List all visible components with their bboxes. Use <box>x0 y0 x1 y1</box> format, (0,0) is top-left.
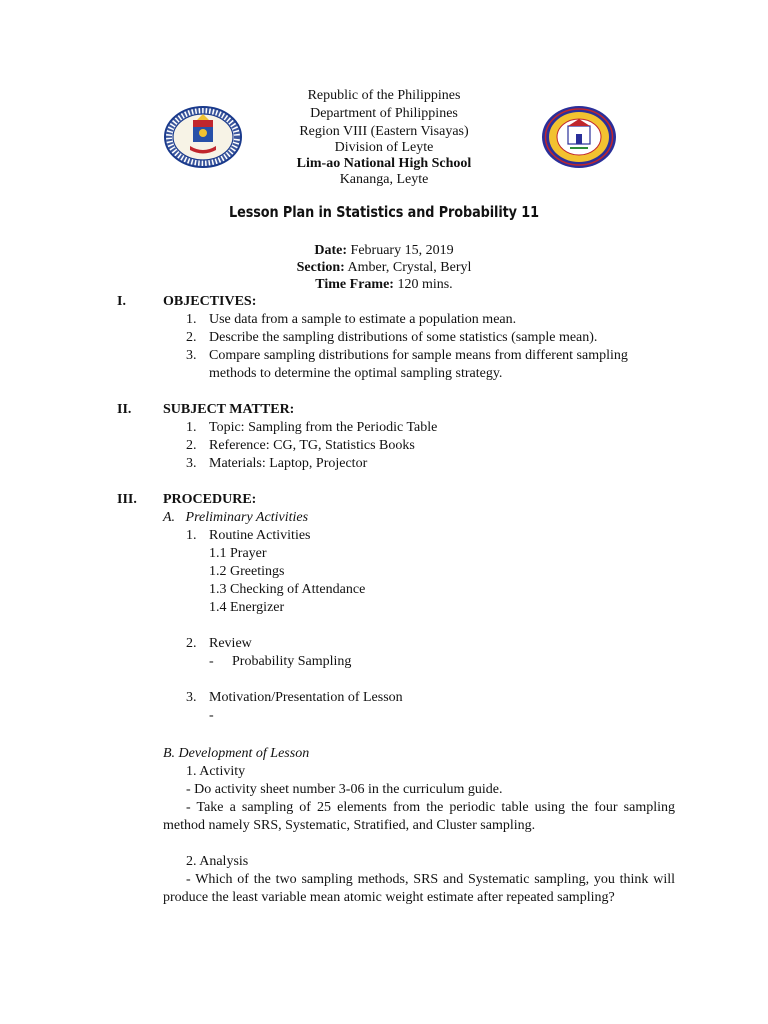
objective-num: 2. <box>186 330 197 345</box>
routine-sub-item: 1.1 Prayer <box>209 546 267 561</box>
review-dash: - <box>209 654 214 669</box>
subject-num: 3. <box>186 456 197 471</box>
review-num: 2. <box>186 636 197 651</box>
date-line <box>0 242 768 259</box>
routine-sub-item: 1.4 Energizer <box>209 600 285 615</box>
objectives-numeral: I. <box>117 294 126 309</box>
subject-item: Materials: Laptop, Projector <box>209 456 368 471</box>
subject-num: 1. <box>186 420 197 435</box>
objectives-heading: OBJECTIVES: <box>163 294 257 309</box>
activity-line: - Do activity sheet number 3-06 in the curriculum guide. <box>186 782 503 797</box>
objective-item: Describe the sampling distributions of some statistics (sample mean). <box>209 330 598 345</box>
subject-item: Topic: Sampling from the Periodic Table <box>209 420 438 435</box>
subject-heading: SUBJECT MATTER: <box>163 402 295 417</box>
objective-num: 1. <box>186 312 197 327</box>
header-school: Lim-ao National High School <box>296 156 472 171</box>
development-heading: B. Development of Lesson <box>163 746 310 761</box>
analysis-paragraph: - Which of the two sampling methods, SRS and Systematic sampling, you think will produce the least variable mean atomic weight estimate after repeated sampling? <box>163 872 675 905</box>
date-label: Date: <box>314 243 348 258</box>
objective-item: Compare sampling distributions for sample means from different sampling <box>209 348 628 363</box>
routine-sub-item: 1.3 Checking of Attendance <box>209 582 366 597</box>
procedure-heading: PROCEDURE: <box>163 492 257 507</box>
routine-num: 1. <box>186 528 197 543</box>
routine-sub-item: 1.2 Greetings <box>209 564 285 579</box>
activity-heading: 1. Activity <box>186 764 246 779</box>
objective-num: 3. <box>186 348 197 363</box>
header-department: Department of Philippines <box>310 106 458 121</box>
header-division: Division of Leyte <box>334 140 434 155</box>
review-heading: Review <box>209 636 252 651</box>
section-value: Amber, Crystal, Beryl <box>344 260 472 275</box>
timeframe-value: 120 mins. <box>393 277 453 292</box>
preliminary-heading: A. Preliminary Activities <box>163 510 309 525</box>
header-location: Kananga, Leyte <box>339 172 429 187</box>
objective-item: Use data from a sample to estimate a population mean. <box>209 312 517 327</box>
header-region: Region VIII (Eastern Visayas) <box>299 124 469 139</box>
analysis-heading: 2. Analysis <box>186 854 249 869</box>
timeframe-label: Time Frame: <box>315 277 394 292</box>
activity-paragraph: - Take a sampling of 25 elements from the periodic table using the four sampling method namely SRS, Systematic, Stratified, and Cluster sampling. <box>163 800 675 833</box>
section-label: Section: <box>296 260 345 275</box>
subject-item: Reference: CG, TG, Statistics Books <box>209 438 415 453</box>
date-value: February 15, 2019 <box>347 243 454 258</box>
timeframe-line <box>0 276 768 293</box>
procedure-numeral: III. <box>117 492 137 507</box>
subject-num: 2. <box>186 438 197 453</box>
lesson-plan-title: Lesson Plan in Statistics and Probability 11 <box>228 203 539 221</box>
motivation-heading: Motivation/Presentation of Lesson <box>209 690 403 705</box>
header-republic: Republic of the Philippines <box>307 88 461 103</box>
review-item: Probability Sampling <box>232 654 352 669</box>
motivation-num: 3. <box>186 690 197 705</box>
objective-item-continued: methods to determine the optimal sampling strategy. <box>209 366 503 381</box>
section-line <box>0 259 768 276</box>
subject-numeral: II. <box>117 402 132 417</box>
motivation-dash: - <box>209 708 214 723</box>
routine-heading: Routine Activities <box>209 528 311 543</box>
